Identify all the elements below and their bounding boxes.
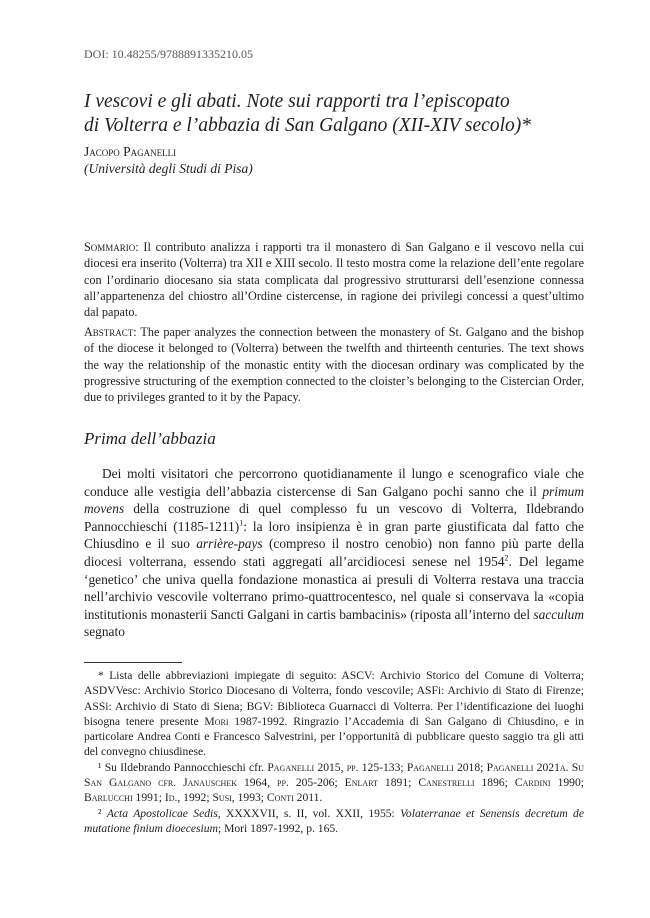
footnote-star-end: 1987-1992. Ringrazio l’Accademia di San Galgano di Chiusdino, e in particolare Andrea Conti e Francesco Salvestrini, per l’opportunità di pubblicare questo saggio tra gli atti del convegno chiusdinese.	[84, 714, 584, 759]
footnote-2-em2: Volaterranae et Senensis decretum de mutatione finium dioecesium	[84, 806, 584, 835]
body-text-f: segnato	[84, 624, 125, 640]
abstract-text: The paper analyzes the connection between the monastery of St. Galgano and the bishop of the diocese it belonged to (Volterra) between the twelfth and thirteenth centuries. The text shows the way the relationship of the monastic entity with the diocesan ordinary was complicated by the progressive structuring of the exemption connected to the cloister’s belonging to the Cistercian Order, due to privileges granted to it by the Papacy.	[84, 325, 584, 405]
sommario-text: Il contributo analizza i rapporti tra il monastero di San Galgano e il vescovo nella cui diocesi era inserito (Volterra) tra XII e XIII secolo. Il testo mostra come la relazione dell’ente regolare con l’ordinario diocesano sia stata complicata dal progressivo strutturarsi dell’esenzione connessa all’appartenenza del chiostro all’Ordine cistercense, in ragione dei privilegi concessi a quest’ultimo dal papato.	[84, 240, 584, 320]
doi-line[interactable]: DOI: 10.48255/9788891335210.05	[84, 47, 253, 61]
title-line-1: I vescovi e gli abati. Note sui rapporti tra l’episcopato	[84, 91, 510, 112]
footnote-star-sc: Mori	[204, 714, 229, 728]
sommario-label: Sommario:	[84, 240, 139, 254]
sommario-paragraph	[84, 239, 584, 320]
section-heading: Prima dell’abbazia	[84, 429, 216, 448]
footnotes	[84, 668, 584, 836]
body-text-c: : la loro insipienza è in gran parte giustificata dal fatto che Chiusdino e il suo	[84, 518, 584, 552]
footnote-2	[84, 806, 584, 837]
body-paragraph	[84, 465, 584, 641]
footnote-ref-1[interactable]: 1	[239, 518, 244, 528]
footnote-1-refs: Paganelli 2015, pp. 125-133; Paganelli 2018; Paganelli 2021a. Su San Galgano cfr. Janauschek 1964, pp. 205-206; Enlart 1891; Canestrelli 1896; Cardini 1990; Barlucchi 1991; Id., 1992; Susi, 1993; Conti 2011.	[84, 760, 584, 805]
title-line-2: di Volterra e l’abbazia di San Galgano (XII-XIV secolo)*	[84, 115, 531, 136]
abstract-paragraph	[84, 324, 584, 405]
footnote-star	[84, 668, 584, 760]
body-text-d: (compreso il nostro cenobio) non fanno più parte della diocesi volterrana, essendo stati aggregati all’arcidiocesi senese nel 1954	[84, 536, 584, 569]
footnote-2-end: ; Mori 1897-1992, p. 165.	[217, 821, 339, 835]
footnote-2-mid: , XXXXVII, s. II, vol. XXII, 1955:	[217, 806, 401, 820]
body-em-arriere-pays: arrière-pays	[196, 536, 263, 552]
body-text-e: . Del legame ‘genetico’ che univa quella fondazione monastica ai presuli di Volterra restava una traccia nell’archivio vescovile volterrano primo-quattrocentesco, nel quale si conservava la «copia institutionis monasterii Sancti Galgani in cartis bambacinis» (riposta all’interno del	[84, 553, 584, 622]
footnote-1	[84, 760, 584, 806]
footnote-1-text: ¹ Su Ildebrando Pannocchieschi cfr.	[98, 760, 268, 774]
footnote-2-em: Acta Apostolicae Sedis	[106, 806, 218, 820]
author-name: Jacopo Paganelli	[84, 144, 177, 159]
body-em-primum-movens: primum movens	[84, 483, 584, 517]
footnote-2-num: ²	[98, 806, 107, 820]
author-affiliation: (Università degli Studi di Pisa)	[84, 161, 253, 176]
body-em-sacculum: sacculum	[533, 606, 584, 622]
footnote-ref-2[interactable]: 2	[504, 553, 509, 563]
article-title	[84, 90, 594, 138]
footnote-divider	[84, 662, 182, 663]
footnote-star-text: * Lista delle abbreviazioni impiegate di seguito: ASCV: Archivio Storico del Comune di Volterra; ASDVVesc: Archivio Storico Diocesano di Volterra, fondo vescovile; ASFi: Archivio di Stato di Firenze; ASSi: Archivio di Stato di Siena; BGV: Biblioteca Guarnacci di Volterra. Per l’identificazione dei luoghi bisogna tenere presente	[84, 669, 584, 728]
body-text-b: della costruzione di quel complesso fu un vescovo di Volterra, Ildebrando Pannocchieschi (1185-1211)	[84, 501, 584, 534]
body-text-a: Dei molti visitatori che percorrono quotidianamente il lungo e scenografico viale che conduce alle vestigia dell’abbazia cistercense di San Galgano pochi sanno che il	[84, 466, 584, 499]
abstract-label: Abstract:	[84, 325, 137, 339]
